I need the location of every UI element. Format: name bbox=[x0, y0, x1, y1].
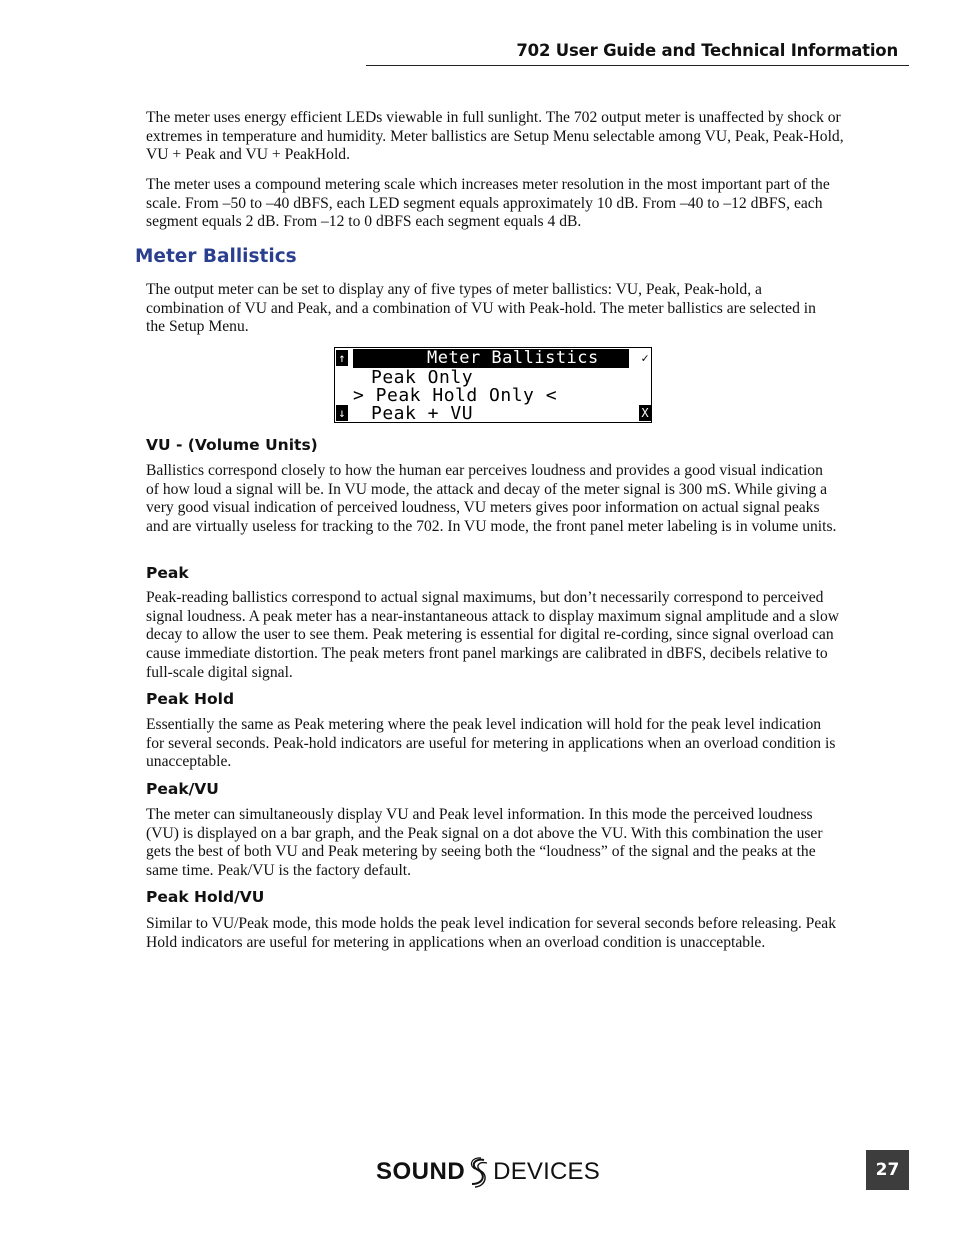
up-arrow-icon: ↑ bbox=[336, 350, 348, 366]
subsection-text-vu: Ballistics correspond closely to how the human ear perceives loudness and provides a good visual indication of how loud a signal will be. In VU mode, the attack and decay of the meter signal is 300 mS. While giving a very good visual indication of perceived loudness, VU meters gives poor information on actual signal peaks and are virtually useless for tracking to the 702. In VU mode, the front panel meter labeling is in volume units. bbox=[146, 462, 837, 536]
lcd-titlebar bbox=[353, 349, 629, 368]
subsection-title-peak-hold: Peak Hold bbox=[146, 690, 235, 708]
page-number: 27 bbox=[866, 1150, 909, 1190]
header-rule bbox=[366, 65, 909, 66]
subsection-text-peak-vu: The meter can simultaneously display VU and Peak level information. In this mode the perceived loudness (VU) is displayed on a bar graph, and the Peak signal on a dot above the VU. With this combination the user gets the best of both VU and Peak metering by seeing both the “loudness” of the signal and the peaks at the same time. Peak/VU is the factory default. bbox=[146, 806, 823, 880]
section-heading: Meter Ballistics bbox=[135, 246, 297, 267]
cancel-icon: X bbox=[639, 405, 651, 421]
lcd-option-peak-only: Peak Only bbox=[371, 367, 474, 388]
subsection-title-vu: VU - (Volume Units) bbox=[146, 436, 318, 454]
check-icon: ✓ bbox=[639, 350, 651, 366]
header-title: 702 User Guide and Technical Information bbox=[516, 41, 898, 60]
section-intro: The output meter can be set to display any of five types of meter ballistics: VU, Peak, Peak-hold, a combination of VU and Peak, and a combination of VU with Peak-hold. The meter ballistics are selected in the Setup Menu. bbox=[146, 281, 816, 336]
subsection-title-peak: Peak bbox=[146, 564, 189, 582]
subsection-title-peak-vu: Peak/VU bbox=[146, 780, 219, 798]
subsection-text-peak-hold: Essentially the same as Peak metering where the peak level indication will hold for the peak level indication for several seconds. Peak-hold indicators are useful for metering in applications when an overload condition is unacceptable. bbox=[146, 716, 836, 771]
logo-sound-text: SOUND bbox=[376, 1158, 466, 1185]
intro-paragraph-2: The meter uses a compound metering scale which increases meter resolution in the most important part of the scale. From –50 to –40 dBFS, each LED segment equals approximately 10 dB. From –40 to –12 dBFS, each segment equals 2 dB. From –12 to 0 dBFS each segment equals 4 dB. bbox=[146, 176, 830, 231]
subsection-text-peak-hold-vu: Similar to VU/Peak mode, this mode holds the peak level indication for several seconds before releasing. Peak Hold indicators are useful for metering in applications when an overload condition is unacceptable. bbox=[146, 915, 836, 951]
logo-devices-text: DEVICES bbox=[493, 1158, 600, 1185]
intro-paragraph-1: The meter uses energy efficient LEDs viewable in full sunlight. The 702 output meter is unaffected by shock or extremes in temperature and humidity. Meter ballistics are Setup Menu selectable among VU, Peak, Peak-Hold, VU + Peak and VU + PeakHold. bbox=[146, 109, 844, 164]
logo-s-swirl-icon bbox=[466, 1156, 492, 1188]
down-arrow-icon: ↓ bbox=[336, 405, 348, 421]
lcd-display bbox=[334, 347, 652, 423]
subsection-title-peak-hold-vu: Peak Hold/VU bbox=[146, 888, 265, 906]
sound-devices-logo bbox=[376, 1155, 600, 1189]
lcd-option-peak-vu: Peak + VU bbox=[371, 403, 474, 424]
subsection-text-peak: Peak-reading ballistics correspond to actual signal maximums, but don’t necessarily correspond to perceived signal loudness. A peak meter has a near-instantaneous attack to display maximum signal amplitude and a slow decay to allow the user to see them. Peak metering is essential for digital re-cording, since signal overload can cause immediate distortion. The peak meters front panel markings are calibrated in dBFS, decibels relative to full-scale digital signal. bbox=[146, 589, 840, 681]
lcd-option-peak-hold-only: > Peak Hold Only < bbox=[353, 385, 558, 406]
lcd-title: Meter Ballistics bbox=[427, 348, 599, 368]
